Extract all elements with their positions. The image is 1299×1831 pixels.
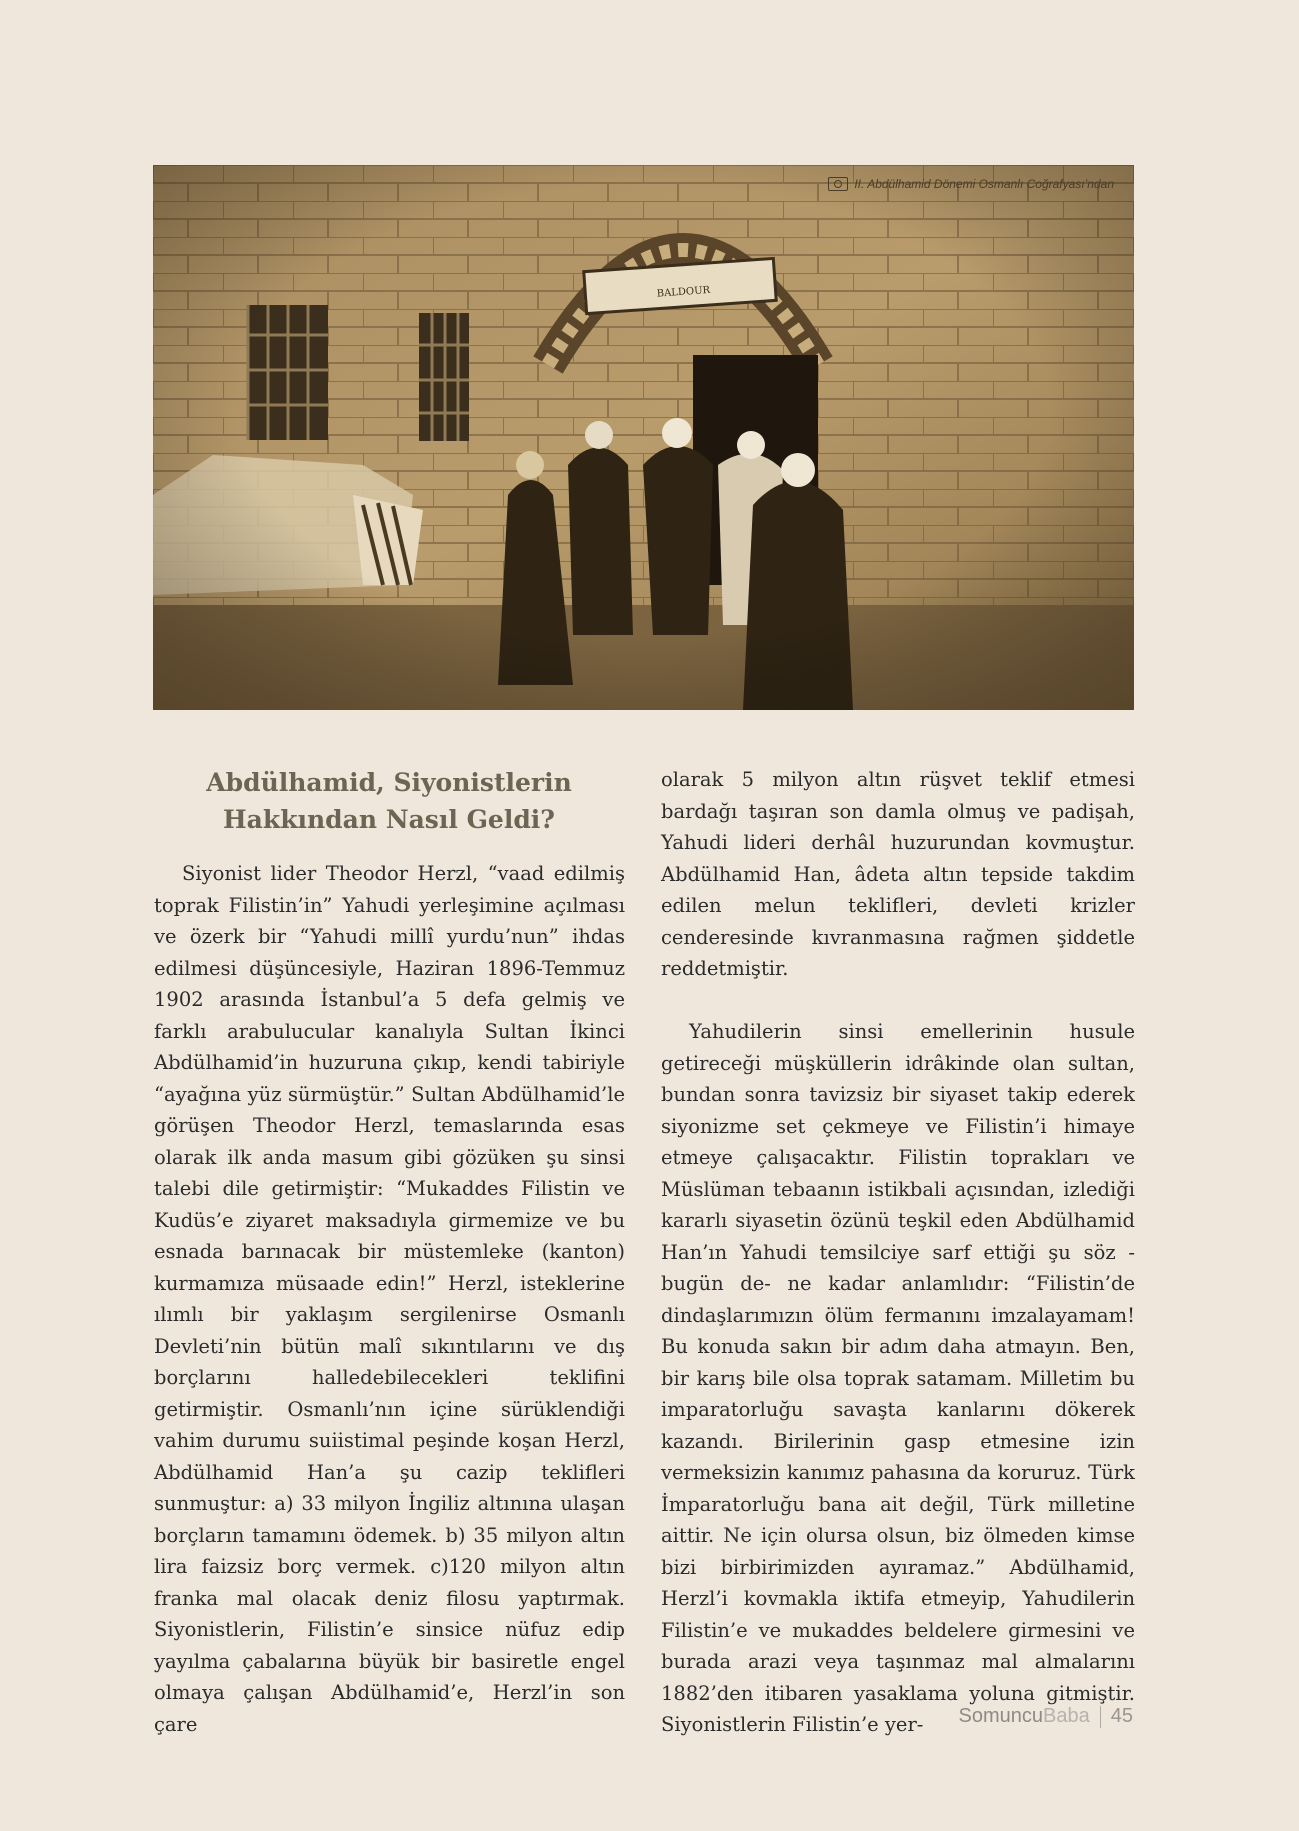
heading-line-1: Abdülhamid, Siyonistlerin [206,768,572,797]
left-paragraph: Siyonist lider Theodor Herzl, “vaad edilmiş toprak Filistin’in” Yahudi yerleşimine açılması ve özerk bir “Yahudi millî yurdu’nun” ihdas edilmesi düşüncesiyle, Haziran 1896-Temmuz 1902 arasında İstanbul’a 5 defa gelmiş ve farklı arabulucular kanalıyla Sultan İkinci Abdülhamid’in huzuruna çıkıp, kendi tabiriyle “ayağına yüz sürmüştür.” Sultan Abdülhamid’le görüşen Theodor Herzl, temaslarında esas olarak ilk anda masum gibi gözüken şu sinsi talebi dile getirmiştir: “Mukaddes Filistin ve Kudüs’e ziyaret maksadıyla girmemize ve bu esnada barınacak bir müstemleke (kanton) kurmamıza müsaade edin!” Herzl, isteklerine ılımlı bir yaklaşım sergilenirse Osmanlı Devleti’nin bütün malî sıkıntılarını ve dış borçlarını halledebilecekleri teklifini getirmiştir. Osmanlı’nın içine sürüklendiği vahim durumu suiistimal peşinde koşan Herzl, Abdülhamid Han’a şu cazip teklifleri sunmuştur: a) 33 milyon İngiliz altınına ulaşan borçların tamamını ödemek. b) 35 milyon altın lira faizsiz borç vermek. c)120 milyon altın franka mal olacak deniz filosu yaptırmak. Siyonistlerin, Filistin’e sinsice nüfuz edip yayılma çabalarına büyük bir basiretle engel olmaya çalışan Abdülhamid’e, Herzl’in son çare [154,862,625,1736]
magazine-brand [959,1705,1090,1728]
photo-caption [828,177,1114,191]
footer-divider [1100,1706,1101,1728]
right-column [661,764,1135,1741]
historical-photo [153,165,1134,710]
photo-illustration [153,165,1134,710]
right-paragraph-1: olarak 5 milyon altın rüşvet teklif etmesi bardağı taşıran son damla olmuş ve padişah, Yahudi lideri derhâl huzurundan kovmuştur. Abdülhamid Han, âdeta altın tepside takdim edilen melun teklifleri, devleti krizler cenderesinde kıvranmasına rağmen şiddetle reddetmiştir. [661,768,1135,980]
photo-caption-text: II. Abdülhamid Dönemi Osmanlı Coğrafyası’ndan [854,177,1114,191]
right-paragraph-2: Yahudilerin sinsi emellerinin husule getireceği müşküllerin idrâkinde olan sultan, bundan sonra tavizsiz bir siyaset takip ederek siyonizme set çekmeye ve Filistin’i himaye etmeye çalışacaktır. Filistin toprakları ve Müslüman tebaanın istikbali açısından, izlediği kararlı siyasetin özünü teşkil eden Abdülhamid Han’ın Yahudi temsilciye sarf ettiği şu söz -bugün de- ne kadar anlamlıdır: “Filistin’de dindaşlarımızın ölüm fermanını imzalayamam! Bu konuda sakın bir adım daha atmayın. Ben, bir karış bile olsa toprak satamam. Milletim bu imparatorluğu savaşta kanlarını dökerek kazandı. Birilerinin gasp etmesine izin vermeksizin kanımız pahasına da koruruz. Türk İmparatorluğu bana ait değil, Türk milletine aittir. Ne için olursa olsun, biz ölmeden kimse bizi birbirimizden ayıramaz.” Abdülhamid, Herzl’i kovmakla iktifa etmeyip, Yahudilerin Filistin’e ve mukaddes beldelere girmesini ve burada arazi veya taşınmaz mal almalarını 1882’den itibaren yasaklama yoluna gitmiştir. Siyonistlerin Filistin’e yer- [661,1020,1135,1736]
article-heading [154,764,624,838]
brand-bold: Somuncu [958,1705,1044,1727]
page-footer [959,1705,1133,1728]
brand-light: Baba [1043,1705,1090,1727]
heading-line-2: Hakkından Nasıl Geldi? [223,805,555,834]
camera-icon [828,177,848,191]
page-number: 45 [1110,1705,1133,1727]
left-column [154,764,625,1740]
